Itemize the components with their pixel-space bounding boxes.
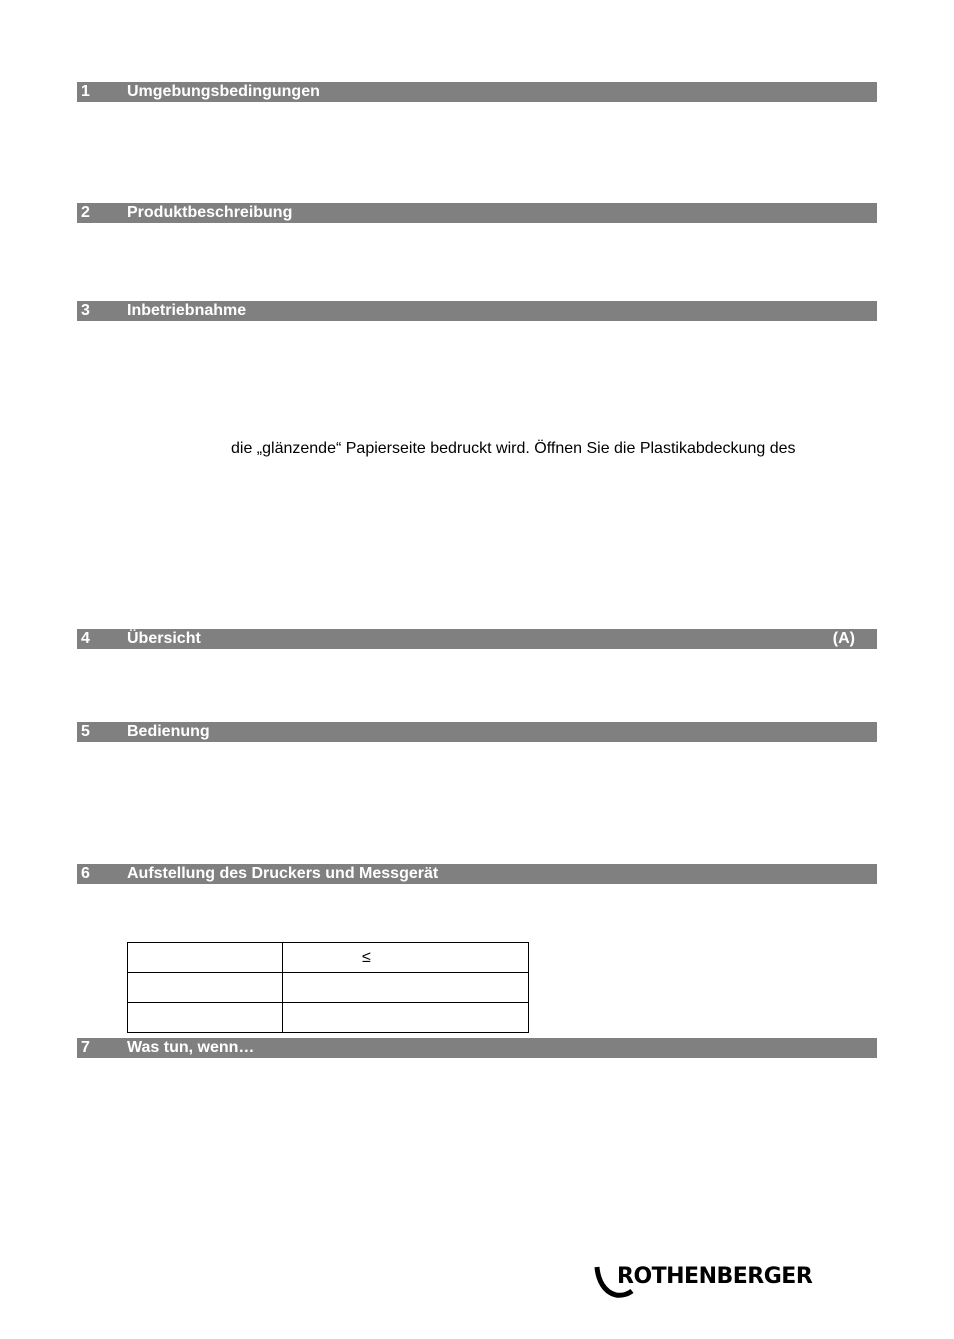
section-title: Umgebungsbedingungen — [127, 83, 320, 100]
section-number: 3 — [81, 302, 90, 319]
table-cell — [283, 973, 529, 1003]
section-title: Bedienung — [127, 723, 210, 740]
section-header-6 — [77, 864, 877, 884]
table-cell — [283, 1003, 529, 1033]
section-number: 5 — [81, 723, 90, 740]
section-header-2 — [77, 203, 877, 223]
section-header-3 — [77, 301, 877, 321]
specification-table — [127, 942, 529, 1033]
section-title: Übersicht — [127, 630, 201, 647]
section-number: 4 — [81, 630, 90, 647]
section-title: Was tun, wenn… — [127, 1039, 255, 1056]
table-cell — [283, 943, 529, 973]
section-number: 2 — [81, 204, 90, 221]
figure-reference: (A) — [832, 630, 855, 647]
section-number: 1 — [81, 83, 90, 100]
table-row — [128, 1003, 529, 1033]
section-title: Aufstellung des Druckers und Messgerät — [127, 865, 439, 882]
table-row — [128, 973, 529, 1003]
logo-wordmark: ROTHENBERGER — [617, 1264, 813, 1289]
section-title: Inbetriebnahme — [127, 302, 247, 319]
table-cell — [128, 1003, 283, 1033]
section-title: Produktbeschreibung — [127, 204, 293, 221]
section-number: 6 — [81, 865, 90, 882]
section-header-1 — [77, 82, 877, 102]
table-row — [128, 943, 529, 973]
section-number: 7 — [81, 1039, 90, 1056]
rothenberger-logo — [594, 1262, 826, 1300]
section-header-4 — [77, 629, 877, 649]
less-equal-symbol: ≤ — [362, 948, 371, 966]
table-cell — [128, 943, 283, 973]
section-header-5 — [77, 722, 877, 742]
section-3-paragraph-line: die „glänzende“ Papierseite bedruckt wird. Öffnen Sie die Plastikabdeckung des — [231, 440, 796, 457]
section-header-7 — [77, 1038, 877, 1058]
table-cell — [128, 973, 283, 1003]
